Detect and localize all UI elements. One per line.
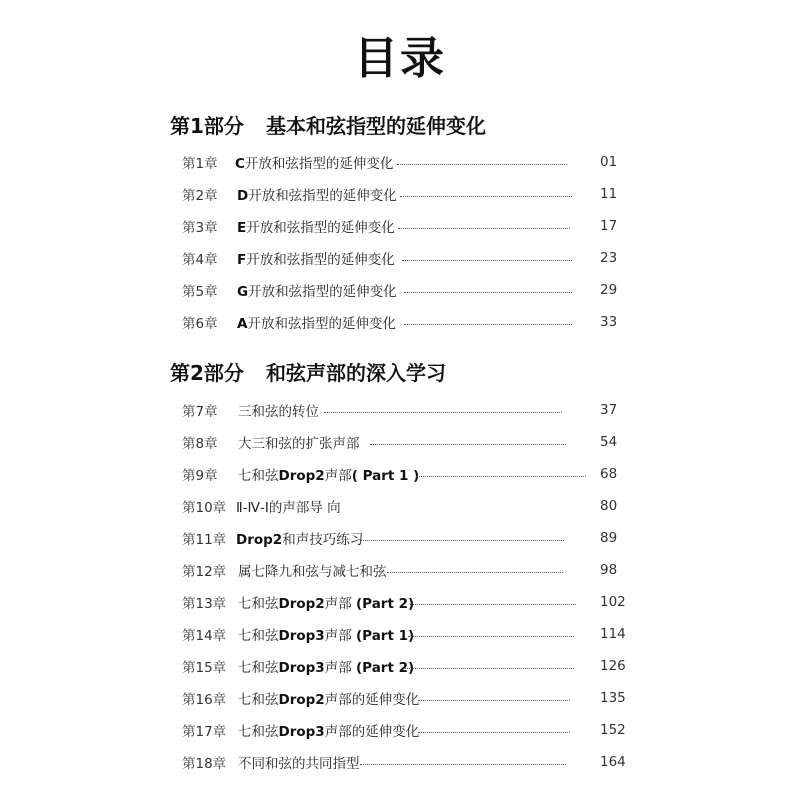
toc-row[interactable] xyxy=(182,560,622,582)
chapter-number: 第10章 xyxy=(182,500,227,516)
chapter-number: 第15章 xyxy=(182,660,227,676)
chapter-number: 第5章 xyxy=(182,284,218,300)
chapter-title: 七和弦Drop3声部 (Part 1) xyxy=(238,628,415,644)
page-number: 126 xyxy=(600,658,626,674)
page-number: 33 xyxy=(600,314,618,330)
toc-row[interactable] xyxy=(182,496,622,518)
chapter-title: A开放和弦指型的延伸变化 xyxy=(237,316,396,332)
part-number: 第1部分 xyxy=(170,114,244,138)
chapter-title: C开放和弦指型的延伸变化 xyxy=(235,156,394,172)
toc-row[interactable] xyxy=(182,592,626,614)
page-number: 11 xyxy=(600,186,618,202)
toc-row[interactable] xyxy=(182,152,622,174)
toc-row[interactable] xyxy=(182,184,622,206)
part-name: 和弦声部的深入学习 xyxy=(266,361,446,385)
chapter-title: 大三和弦的扩张声部 xyxy=(238,436,360,452)
chapter-title: Drop2和声技巧练习 xyxy=(236,532,364,548)
toc-row[interactable] xyxy=(182,432,622,454)
chapter-number: 第13章 xyxy=(182,596,227,612)
page-number: 98 xyxy=(600,562,618,578)
dot-leader xyxy=(370,444,566,445)
toc-row[interactable] xyxy=(182,312,622,334)
chapter-number: 第3章 xyxy=(182,220,218,236)
chapter-title: F开放和弦指型的延伸变化 xyxy=(237,252,395,268)
dot-leader xyxy=(404,292,572,293)
chapter-number: 第7章 xyxy=(182,404,218,420)
chapter-title: 三和弦的转位 xyxy=(238,404,319,420)
chapter-number: 第17章 xyxy=(182,724,227,740)
part-heading xyxy=(170,357,446,386)
dot-leader xyxy=(397,164,567,165)
dot-leader xyxy=(360,540,564,541)
dot-leader xyxy=(398,228,570,229)
chapter-number: 第18章 xyxy=(182,756,227,772)
chapter-number: 第4章 xyxy=(182,252,218,268)
chapter-number: 第14章 xyxy=(182,628,227,644)
page-number: 68 xyxy=(600,466,618,482)
page-number: 114 xyxy=(600,626,626,642)
page-number: 54 xyxy=(600,434,618,450)
toc-row[interactable] xyxy=(182,464,622,486)
toc-row[interactable] xyxy=(182,280,622,302)
page-number: 89 xyxy=(600,530,618,546)
page-number: 135 xyxy=(600,690,626,706)
dot-leader xyxy=(400,196,572,197)
page-number: 80 xyxy=(600,498,618,514)
chapter-number: 第8章 xyxy=(182,436,218,452)
page-number: 23 xyxy=(600,250,618,266)
chapter-number: 第6章 xyxy=(182,316,218,332)
chapter-number: 第9章 xyxy=(182,468,218,484)
page-number: 17 xyxy=(600,218,618,234)
page-number: 37 xyxy=(600,402,618,418)
chapter-number: 第2章 xyxy=(182,188,218,204)
page-number: 01 xyxy=(600,154,618,170)
toc-row[interactable] xyxy=(182,216,622,238)
page-title: 目录 xyxy=(354,33,446,84)
dot-leader xyxy=(404,668,574,669)
part-name: 基本和弦指型的延伸变化 xyxy=(266,114,486,138)
dot-leader xyxy=(410,604,576,605)
toc-row[interactable] xyxy=(182,656,626,678)
toc-row[interactable] xyxy=(182,248,622,270)
chapter-title: G开放和弦指型的延伸变化 xyxy=(237,284,397,300)
dot-leader xyxy=(418,732,570,733)
chapter-number: 第12章 xyxy=(182,564,227,580)
page-number: 29 xyxy=(600,282,618,298)
dot-leader xyxy=(416,476,586,477)
part-number: 第2部分 xyxy=(170,361,244,385)
chapter-number: 第16章 xyxy=(182,692,227,708)
toc-row[interactable] xyxy=(182,688,626,710)
chapter-title: E开放和弦指型的延伸变化 xyxy=(237,220,395,236)
chapter-title: D开放和弦指型的延伸变化 xyxy=(237,188,397,204)
chapter-title: 七和弦Drop2声部的延伸变化 xyxy=(238,692,420,708)
chapter-title: 七和弦Drop3声部 (Part 2) xyxy=(238,660,415,676)
toc-row[interactable] xyxy=(182,400,622,422)
dot-leader xyxy=(387,572,563,573)
dot-leader xyxy=(418,700,570,701)
chapter-title: Ⅱ-Ⅳ-Ⅰ的声部导 向 xyxy=(236,500,341,516)
dot-leader xyxy=(404,324,572,325)
chapter-title: 七和弦Drop3声部的延伸变化 xyxy=(238,724,420,740)
page-number: 164 xyxy=(600,754,626,770)
toc-row[interactable] xyxy=(182,624,626,646)
chapter-title: 属七降九和弦与减七和弦 xyxy=(238,564,387,580)
page-number: 152 xyxy=(600,722,626,738)
toc-row[interactable] xyxy=(182,528,622,550)
chapter-title: 七和弦Drop2声部 (Part 2) xyxy=(238,596,415,612)
dot-leader xyxy=(360,764,566,765)
part-heading xyxy=(170,110,486,139)
chapter-number: 第11章 xyxy=(182,532,227,548)
chapter-number: 第1章 xyxy=(182,156,218,172)
chapter-title: 不同和弦的共同指型 xyxy=(238,756,360,772)
dot-leader xyxy=(408,636,574,637)
toc-row[interactable] xyxy=(182,720,626,742)
toc-row[interactable] xyxy=(182,752,626,774)
chapter-title: 七和弦Drop2声部( Part 1 ) xyxy=(238,468,420,484)
dot-leader xyxy=(402,260,572,261)
page-number: 102 xyxy=(600,594,626,610)
dot-leader xyxy=(324,412,562,413)
